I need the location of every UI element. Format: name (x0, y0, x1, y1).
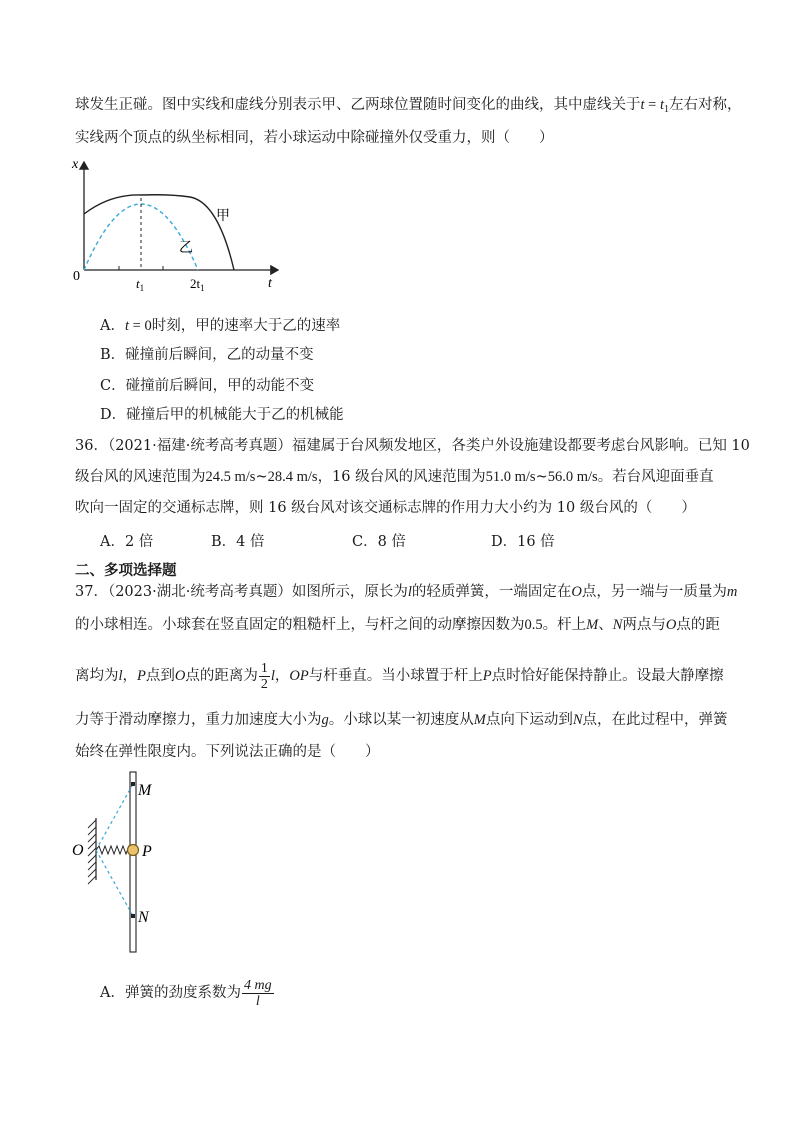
q35-option-a[interactable] (100, 316, 340, 336)
var-O: O (174, 668, 186, 684)
q36-option-c[interactable]: C．8 倍 (352, 534, 406, 550)
option-text: 时刻，甲的速率大于乙的速率 (151, 318, 341, 334)
var-t: t (124, 318, 130, 334)
q37-text-line-5: 始终在弹性限度内。下列说法正确的是（ ） (75, 744, 380, 760)
var-P: P (482, 668, 492, 684)
q37-text: ， (274, 668, 290, 684)
tick-2t1: $2t_1$ (190, 276, 205, 292)
q35-text: 球发生正碰。图中实线和虚线分别表示甲、乙两球位置随时间变化的曲线，其中虚线关于 (75, 97, 641, 113)
q37-text-line-4 (75, 710, 728, 730)
var-N: N (612, 617, 623, 633)
vertical-rod (130, 772, 136, 952)
var-O: O (571, 584, 582, 600)
q35-text: 左右对称， (669, 97, 742, 113)
wall-hatching (88, 820, 96, 884)
friction-coefficient: 0.5 (524, 617, 543, 633)
q37-text-line-3 (75, 660, 724, 692)
q37-text: 。杆上 (542, 617, 587, 633)
var-l: l (407, 584, 412, 600)
var-t: t (640, 97, 645, 113)
q37-text: 力等于滑动摩擦力，重力加速度大小为 (75, 712, 322, 728)
q37-text: 点的距 (676, 617, 720, 633)
var-P: P (137, 668, 146, 684)
dashed-line-ON (96, 850, 133, 916)
dashed-line-OM (96, 784, 133, 850)
q37-text: ， (122, 668, 138, 684)
var-O: O (665, 617, 677, 633)
q37-text: 点到 (145, 668, 175, 684)
origin-label: 0 (73, 269, 80, 284)
label-M: M (138, 782, 152, 799)
q36-option-d[interactable]: D．16 倍 (491, 534, 555, 550)
option-label: A． (100, 318, 125, 334)
ball-P (128, 845, 139, 856)
q37-text: 离均为 (75, 668, 119, 684)
wind-speed-value: 51.0 m/s (485, 469, 536, 485)
x-axis-label: t (268, 276, 272, 291)
label-N: N (138, 909, 149, 926)
point-N-marker (131, 914, 135, 918)
q37-text: 点，在此过程中，弹簧 (582, 712, 728, 728)
var-N: N (572, 712, 583, 728)
q36-text-line-1: 36．（2021·福建·统考高考真题）福建属于台风频发地区，各类户外设施建设都要考虑台风影响。已知 10 (75, 438, 750, 454)
var-l: l (118, 668, 123, 684)
q37-text: 的轻质弹簧，一端固定在 (411, 584, 572, 600)
q35-option-d[interactable]: D．碰撞后甲的机械能大于乙的机械能 (100, 407, 344, 423)
q37-text: 、 (598, 617, 613, 633)
var-g: g (321, 712, 329, 728)
q37-text: 37．（2023·湖北·统考高考真题）如图所示，原长为 (75, 584, 408, 600)
q36-text-line-2 (75, 467, 714, 487)
q37-text: 点，另一端与一质量为 (581, 584, 727, 600)
q36-text: ，16 级台风的风速范围为 (317, 469, 486, 485)
q37-option-a[interactable] (100, 976, 275, 1010)
y-axis-label: x (72, 157, 79, 172)
q37-text: 点时恰好能保持静止。设最大静摩擦 (491, 668, 724, 684)
numerator: 4 mg (243, 977, 272, 993)
option-text: A．弹簧的劲度系数为 (100, 985, 241, 1001)
wind-speed-value: 24.5 m/s (205, 469, 256, 485)
denominator: l (255, 993, 260, 1009)
q36-option-b[interactable]: B．4 倍 (211, 534, 265, 550)
q37-text-line-1 (75, 582, 737, 602)
q37-text: 与杆垂直。当小球置于杆上 (308, 668, 483, 684)
q35-text-line-2: 实线两个顶点的纵坐标相同，若小球运动中除碰撞外仅受重力，则（ ） (75, 130, 554, 146)
var-M: M (586, 617, 599, 633)
q36-text: 级台风的风速范围为 (75, 469, 206, 485)
q37-text: 点向下运动到 (485, 712, 573, 728)
q37-text: 的小球相连。小球套在竖直固定的粗糙杆上，与杆之间的动摩擦因数为 (75, 617, 525, 633)
q36-text: 。若台风迎面垂直 (597, 469, 714, 485)
denominator: 2 (260, 676, 268, 692)
range-tilde: ~ (535, 469, 548, 485)
q37-text: 。小球以某一初速度从 (328, 712, 474, 728)
equals: = (644, 97, 660, 113)
var-m: m (726, 584, 738, 600)
range-tilde: ~ (255, 469, 268, 485)
q36-text-line-3: 吹向一固定的交通标志牌，则 16 级台风对该交通标志牌的作用力大小约为 10 级台风的（ ） (75, 500, 696, 516)
equals-zero: = 0 (129, 318, 152, 334)
section-heading: 二、多项选择题 (75, 562, 177, 579)
label-yi: 乙 (179, 241, 193, 256)
q37-spring-rod-figure (70, 770, 180, 955)
label-P: P (142, 843, 152, 860)
spring (96, 846, 131, 854)
q36-option-a[interactable]: A．2 倍 (100, 534, 154, 550)
var-M: M (473, 712, 486, 728)
label-jia: 甲 (216, 209, 230, 224)
q37-text-line-2 (75, 615, 720, 635)
q35-option-c[interactable]: C．碰撞前后瞬间，甲的动能不变 (100, 378, 315, 394)
var-t1: t (659, 97, 664, 113)
q35-option-b[interactable]: B．碰撞前后瞬间，乙的动量不变 (100, 347, 314, 363)
wind-speed-value: 56.0 m/s (547, 469, 598, 485)
fraction-one-half (259, 661, 270, 692)
q37-text: 两点与 (622, 617, 666, 633)
q37-text: 点的距离为 (185, 668, 258, 684)
solid-curve-jia (84, 195, 234, 270)
wind-speed-value: 28.4 m/s (267, 469, 318, 485)
numerator: 1 (260, 660, 268, 676)
var-OP: OP (289, 668, 309, 684)
tick-t1: $t_1$ (136, 276, 145, 292)
q35-position-time-graph (68, 152, 288, 292)
var-l: l (270, 668, 275, 684)
fraction-4mg-over-l (242, 978, 274, 1009)
point-M-marker (131, 782, 135, 786)
label-O: O (72, 842, 84, 859)
subscript: 1 (664, 104, 669, 115)
q35-text-line-1 (75, 95, 742, 120)
